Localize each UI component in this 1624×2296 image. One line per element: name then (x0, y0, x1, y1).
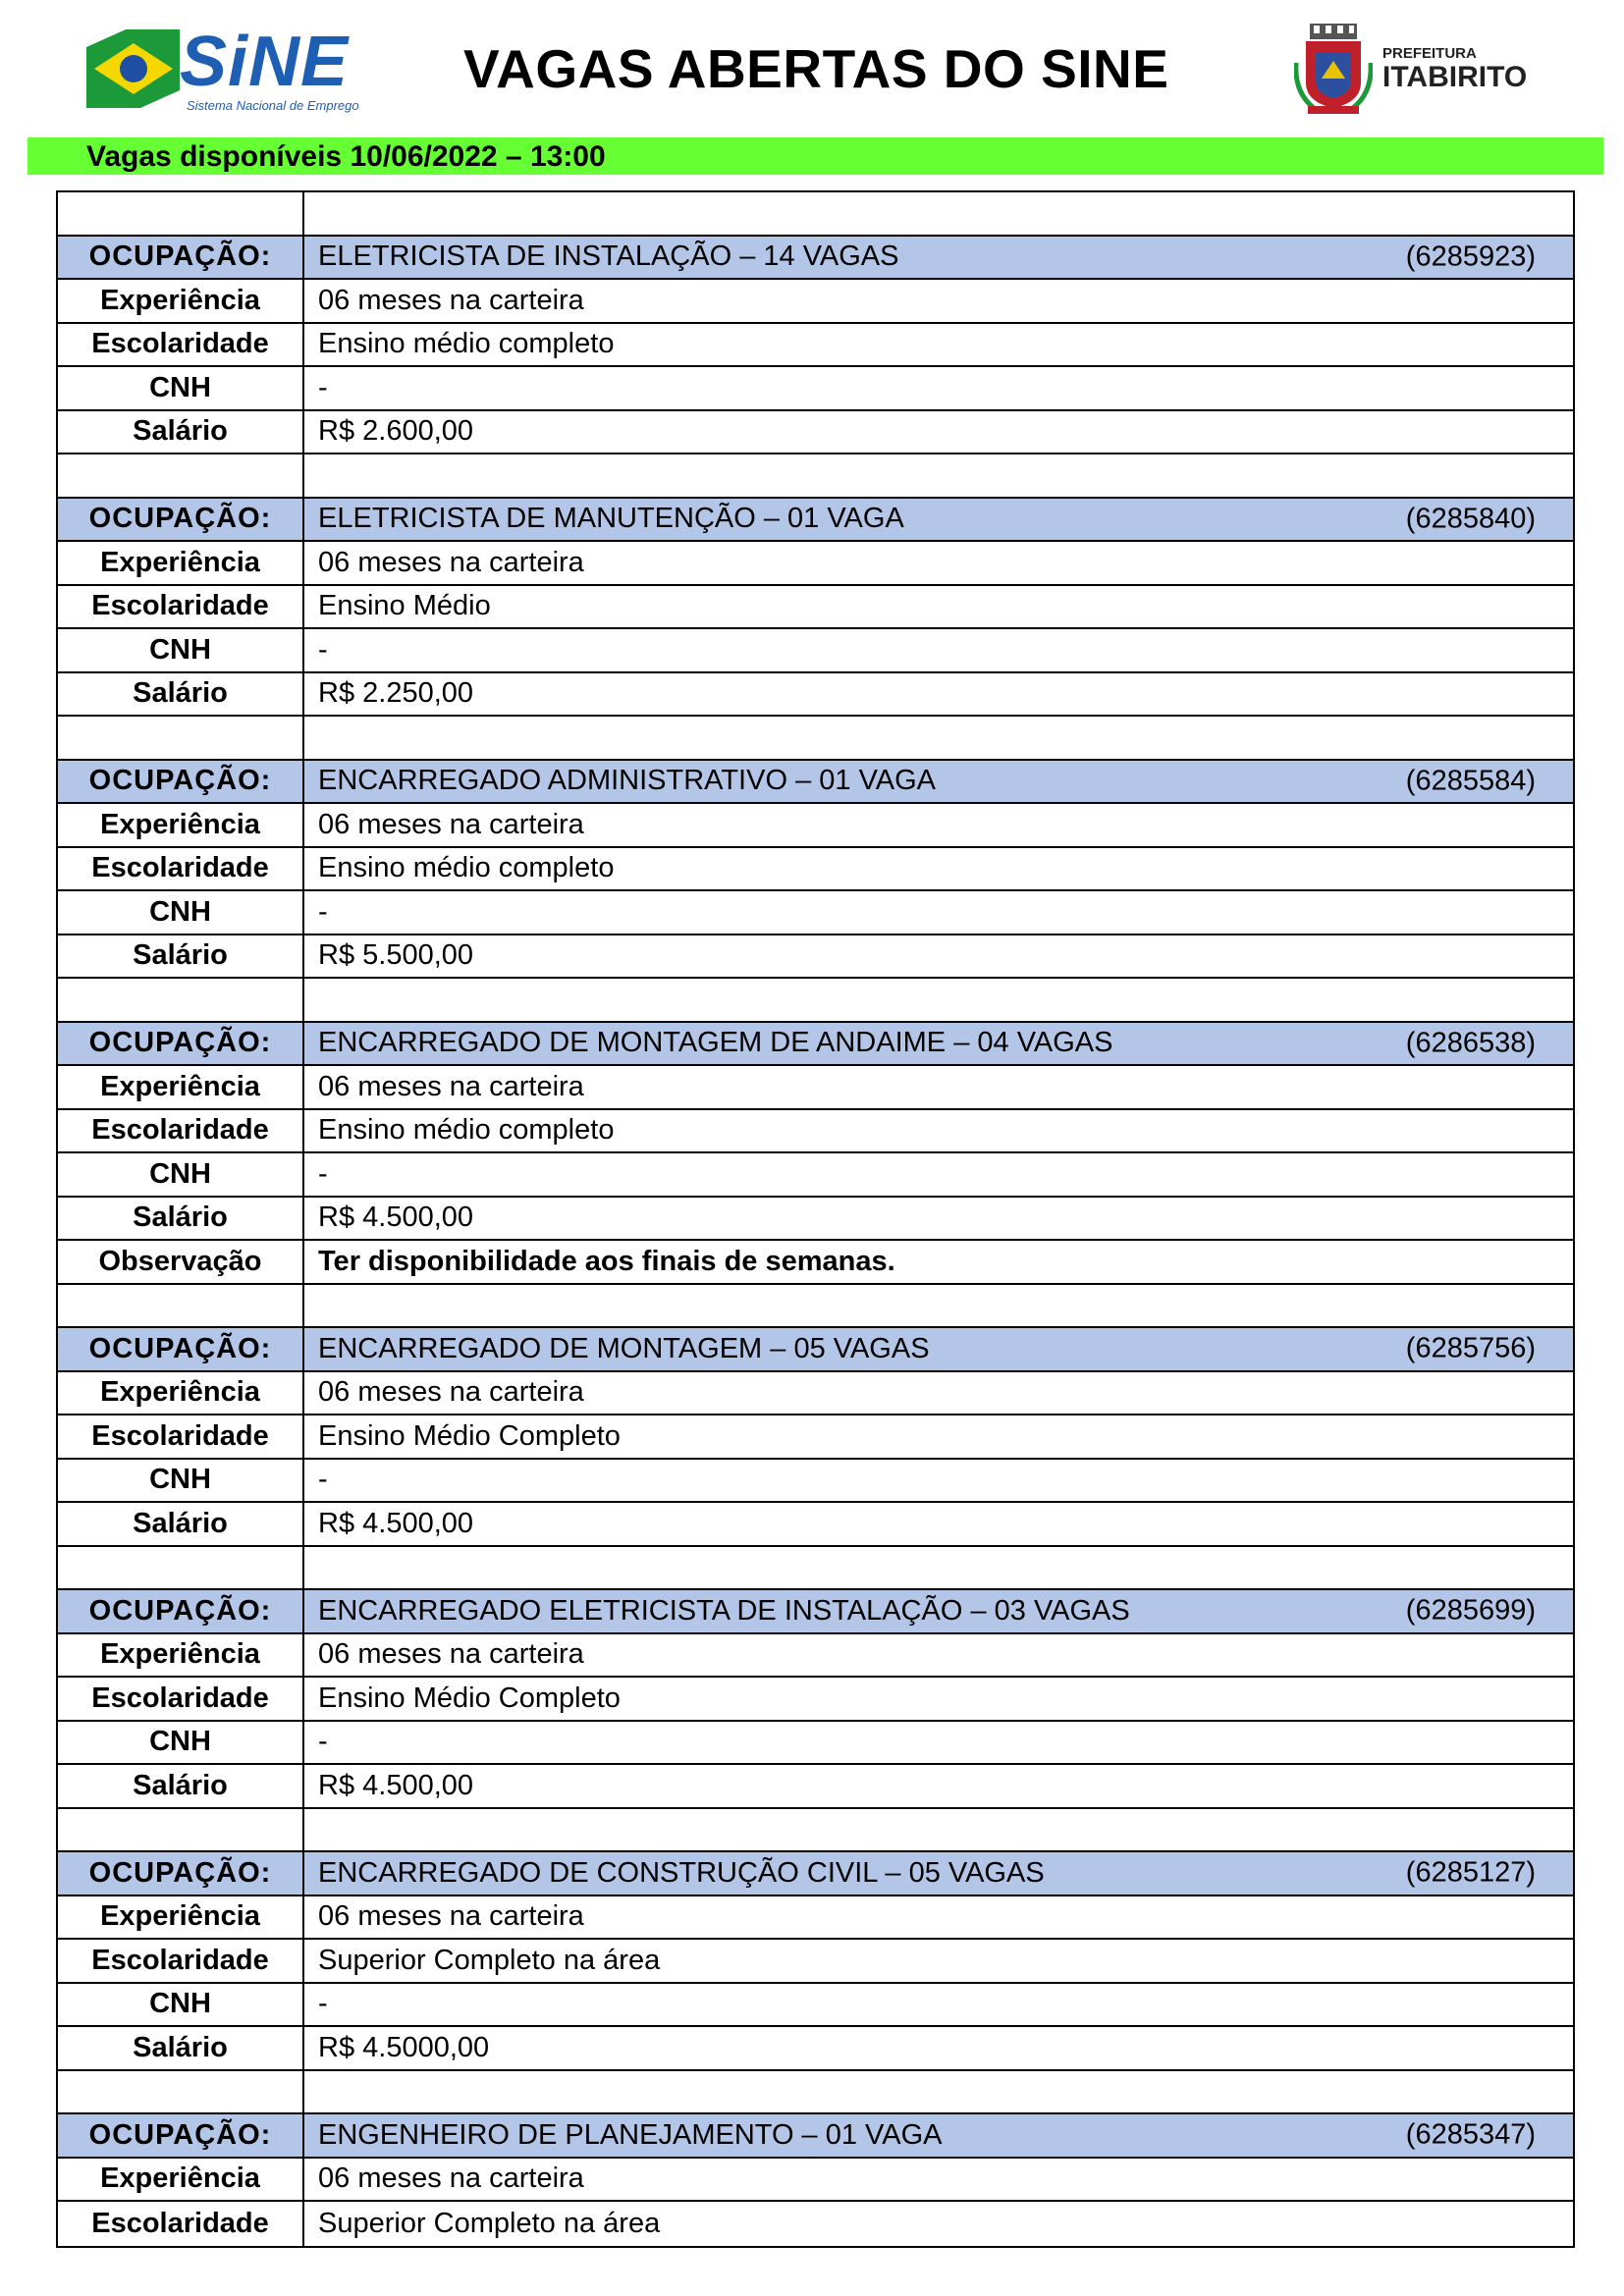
salary-row (58, 1765, 1573, 1809)
education-value: Ensino Médio (318, 590, 491, 622)
prefeitura-label: PREFEITURA (1382, 45, 1477, 62)
license-value: - (318, 1988, 328, 2020)
spacer-cell (58, 1547, 304, 1589)
spacer-row (58, 1547, 1573, 1591)
experience-label: Experiência (58, 1896, 304, 1939)
education-row (58, 1415, 1573, 1460)
license-row (58, 367, 1573, 411)
spacer-cell (304, 454, 1573, 497)
experience-row (58, 1634, 1573, 1679)
spacer-row (58, 717, 1573, 761)
occupation-label: OCUPAÇÃO: (58, 1023, 304, 1065)
salary-row (58, 1503, 1573, 1547)
occupation-row (58, 1328, 1573, 1372)
salary-value: R$ 4.500,00 (318, 1507, 474, 1539)
experience-value: 06 meses na carteira (318, 1638, 584, 1671)
note-value: Ter disponibilidade aos finais de semanas. (318, 1245, 895, 1277)
experience-row (58, 1066, 1573, 1110)
salary-value: R$ 4.5000,00 (318, 2031, 490, 2063)
experience-label: Experiência (58, 1066, 304, 1108)
occupation-cell (304, 1023, 1573, 1065)
license-label: CNH (58, 1153, 304, 1196)
occupation-title: ELETRICISTA DE INSTALAÇÃO – 14 VAGAS (318, 240, 899, 273)
spacer-row (58, 979, 1573, 1023)
education-value: Superior Completo na área (318, 1944, 661, 1976)
job-code: (6286538) (1405, 1027, 1536, 1059)
spacer-cell (58, 192, 304, 235)
salary-row (58, 1198, 1573, 1242)
salary-value: R$ 4.500,00 (318, 1769, 474, 1801)
spacer-row (58, 454, 1573, 499)
experience-label: Experiência (58, 1634, 304, 1677)
education-label: Escolaridade (58, 2202, 304, 2246)
education-row (58, 1678, 1573, 1722)
occupation-cell (304, 1590, 1573, 1632)
education-row (58, 586, 1573, 630)
experience-value: 06 meses na carteira (318, 1900, 584, 1933)
license-label: CNH (58, 1460, 304, 1502)
license-row (58, 891, 1573, 935)
experience-value: 06 meses na carteira (318, 284, 584, 316)
occupation-row (58, 499, 1573, 543)
license-value: - (318, 895, 328, 928)
job-code: (6285756) (1405, 1332, 1536, 1364)
experience-value: 06 meses na carteira (318, 1376, 584, 1409)
spacer-cell (58, 454, 304, 497)
occupation-label: OCUPAÇÃO: (58, 1852, 304, 1895)
spacer-row (58, 192, 1573, 237)
license-row (58, 1722, 1573, 1766)
occupation-row (58, 1023, 1573, 1067)
occupation-cell (304, 1328, 1573, 1370)
experience-label: Experiência (58, 280, 304, 322)
license-label: CNH (58, 891, 304, 934)
license-row (58, 1153, 1573, 1198)
experience-value: 06 meses na carteira (318, 808, 584, 840)
experience-label: Experiência (58, 542, 304, 584)
salary-row (58, 673, 1573, 718)
spacer-row (58, 1809, 1573, 1853)
occupation-cell (304, 1852, 1573, 1895)
experience-row (58, 1896, 1573, 1941)
occupation-label: OCUPAÇÃO: (58, 1590, 304, 1632)
availability-date: Vagas disponíveis 10/06/2022 – 13:00 (86, 140, 606, 173)
salary-row (58, 2027, 1573, 2071)
job-code: (6285923) (1405, 240, 1536, 273)
occupation-title: ENCARREGADO DE MONTAGEM DE ANDAIME – 04 VAGAS (318, 1027, 1113, 1059)
occupation-label: OCUPAÇÃO: (58, 1328, 304, 1370)
sine-flag-icon (86, 29, 180, 108)
education-value: Ensino médio completo (318, 852, 615, 884)
license-value: - (318, 1157, 328, 1190)
education-value: Ensino Médio Completo (318, 1682, 621, 1714)
education-label: Escolaridade (58, 848, 304, 890)
experience-row (58, 542, 1573, 586)
job-code: (6285347) (1405, 2118, 1536, 2151)
job-listings-table (56, 190, 1575, 2248)
spacer-cell (304, 1809, 1573, 1851)
salary-label: Salário (58, 1765, 304, 1807)
spacer-cell (58, 1809, 304, 1851)
occupation-label: OCUPAÇÃO: (58, 237, 304, 279)
spacer-cell (58, 1285, 304, 1327)
occupation-title: ENCARREGADO DE MONTAGEM – 05 VAGAS (318, 1332, 930, 1364)
occupation-label: OCUPAÇÃO: (58, 499, 304, 541)
spacer-cell (58, 979, 304, 1021)
occupation-row (58, 1852, 1573, 1896)
license-value: - (318, 633, 328, 666)
spacer-row (58, 1285, 1573, 1329)
license-label: CNH (58, 1984, 304, 2026)
spacer-cell (304, 2071, 1573, 2113)
occupation-title: ENCARREGADO ELETRICISTA DE INSTALAÇÃO – 03 VAGAS (318, 1594, 1130, 1627)
license-value: - (318, 1464, 328, 1496)
experience-value: 06 meses na carteira (318, 1070, 584, 1102)
salary-value: R$ 2.250,00 (318, 677, 474, 710)
experience-label: Experiência (58, 2159, 304, 2201)
salary-label: Salário (58, 1198, 304, 1240)
license-label: CNH (58, 629, 304, 671)
experience-value: 06 meses na carteira (318, 546, 584, 578)
prefeitura-logo (1294, 24, 1540, 114)
occupation-title: ENGENHEIRO DE PLANEJAMENTO – 01 VAGA (318, 2118, 943, 2151)
education-label: Escolaridade (58, 1110, 304, 1152)
occupation-cell (304, 499, 1573, 541)
education-label: Escolaridade (58, 586, 304, 628)
salary-label: Salário (58, 673, 304, 716)
license-row (58, 629, 1573, 673)
occupation-label: OCUPAÇÃO: (58, 761, 304, 803)
salary-value: R$ 4.500,00 (318, 1201, 474, 1234)
occupation-title: ELETRICISTA DE MANUTENÇÃO – 01 VAGA (318, 503, 904, 535)
salary-row (58, 935, 1573, 980)
education-row (58, 848, 1573, 892)
city-name: ITABIRITO (1382, 61, 1528, 93)
salary-value: R$ 2.600,00 (318, 415, 474, 448)
experience-label: Experiência (58, 1372, 304, 1415)
occupation-title: ENCARREGADO ADMINISTRATIVO – 01 VAGA (318, 765, 937, 797)
spacer-cell (304, 192, 1573, 235)
occupation-cell (304, 237, 1573, 279)
education-label: Escolaridade (58, 1415, 304, 1458)
license-value: - (318, 371, 328, 403)
experience-row (58, 280, 1573, 324)
spacer-cell (304, 717, 1573, 759)
education-label: Escolaridade (58, 1940, 304, 1982)
license-row (58, 1984, 1573, 2028)
note-row (58, 1241, 1573, 1285)
education-label: Escolaridade (58, 324, 304, 366)
spacer-cell (58, 2071, 304, 2113)
job-code: (6285699) (1405, 1594, 1536, 1627)
spacer-cell (304, 1547, 1573, 1589)
occupation-row (58, 2114, 1573, 2159)
education-row (58, 2202, 1573, 2246)
occupation-row (58, 237, 1573, 281)
salary-label: Salário (58, 935, 304, 978)
license-value: - (318, 1726, 328, 1758)
sine-logo (86, 23, 361, 116)
experience-row (58, 804, 1573, 848)
sine-logo-subtitle: Sistema Nacional de Emprego (187, 98, 359, 113)
experience-label: Experiência (58, 804, 304, 846)
page-title: VAGAS ABERTAS DO SINE (463, 38, 1169, 99)
experience-row (58, 2159, 1573, 2203)
education-value: Ensino médio completo (318, 1114, 615, 1147)
spacer-cell (304, 979, 1573, 1021)
city-coat-of-arms-icon (1294, 24, 1373, 114)
experience-row (58, 1372, 1573, 1416)
occupation-label: OCUPAÇÃO: (58, 2114, 304, 2157)
occupation-row (58, 1590, 1573, 1634)
salary-label: Salário (58, 411, 304, 454)
education-value: Superior Completo na área (318, 2207, 661, 2239)
salary-label: Salário (58, 1503, 304, 1545)
license-label: CNH (58, 367, 304, 409)
availability-banner (27, 137, 1603, 175)
spacer-cell (304, 1285, 1573, 1327)
license-label: CNH (58, 1722, 304, 1764)
education-value: Ensino Médio Completo (318, 1419, 621, 1452)
salary-row (58, 411, 1573, 455)
license-row (58, 1460, 1573, 1504)
salary-label: Salário (58, 2027, 304, 2069)
spacer-row (58, 2071, 1573, 2115)
note-label: Observação (58, 1241, 304, 1283)
salary-value: R$ 5.500,00 (318, 939, 474, 972)
experience-value: 06 meses na carteira (318, 2163, 584, 2195)
page-header (0, 0, 1624, 133)
sine-logo-text: SiNE (180, 23, 350, 101)
occupation-title: ENCARREGADO DE CONSTRUÇÃO CIVIL – 05 VAGAS (318, 1856, 1045, 1889)
spacer-cell (58, 717, 304, 759)
education-value: Ensino médio completo (318, 328, 615, 360)
job-code: (6285840) (1405, 503, 1536, 535)
education-row (58, 324, 1573, 368)
occupation-cell (304, 761, 1573, 803)
education-label: Escolaridade (58, 1678, 304, 1720)
education-row (58, 1110, 1573, 1154)
occupation-row (58, 761, 1573, 805)
occupation-cell (304, 2114, 1573, 2157)
job-code: (6285584) (1405, 765, 1536, 797)
education-row (58, 1940, 1573, 1984)
job-code: (6285127) (1405, 1856, 1536, 1889)
